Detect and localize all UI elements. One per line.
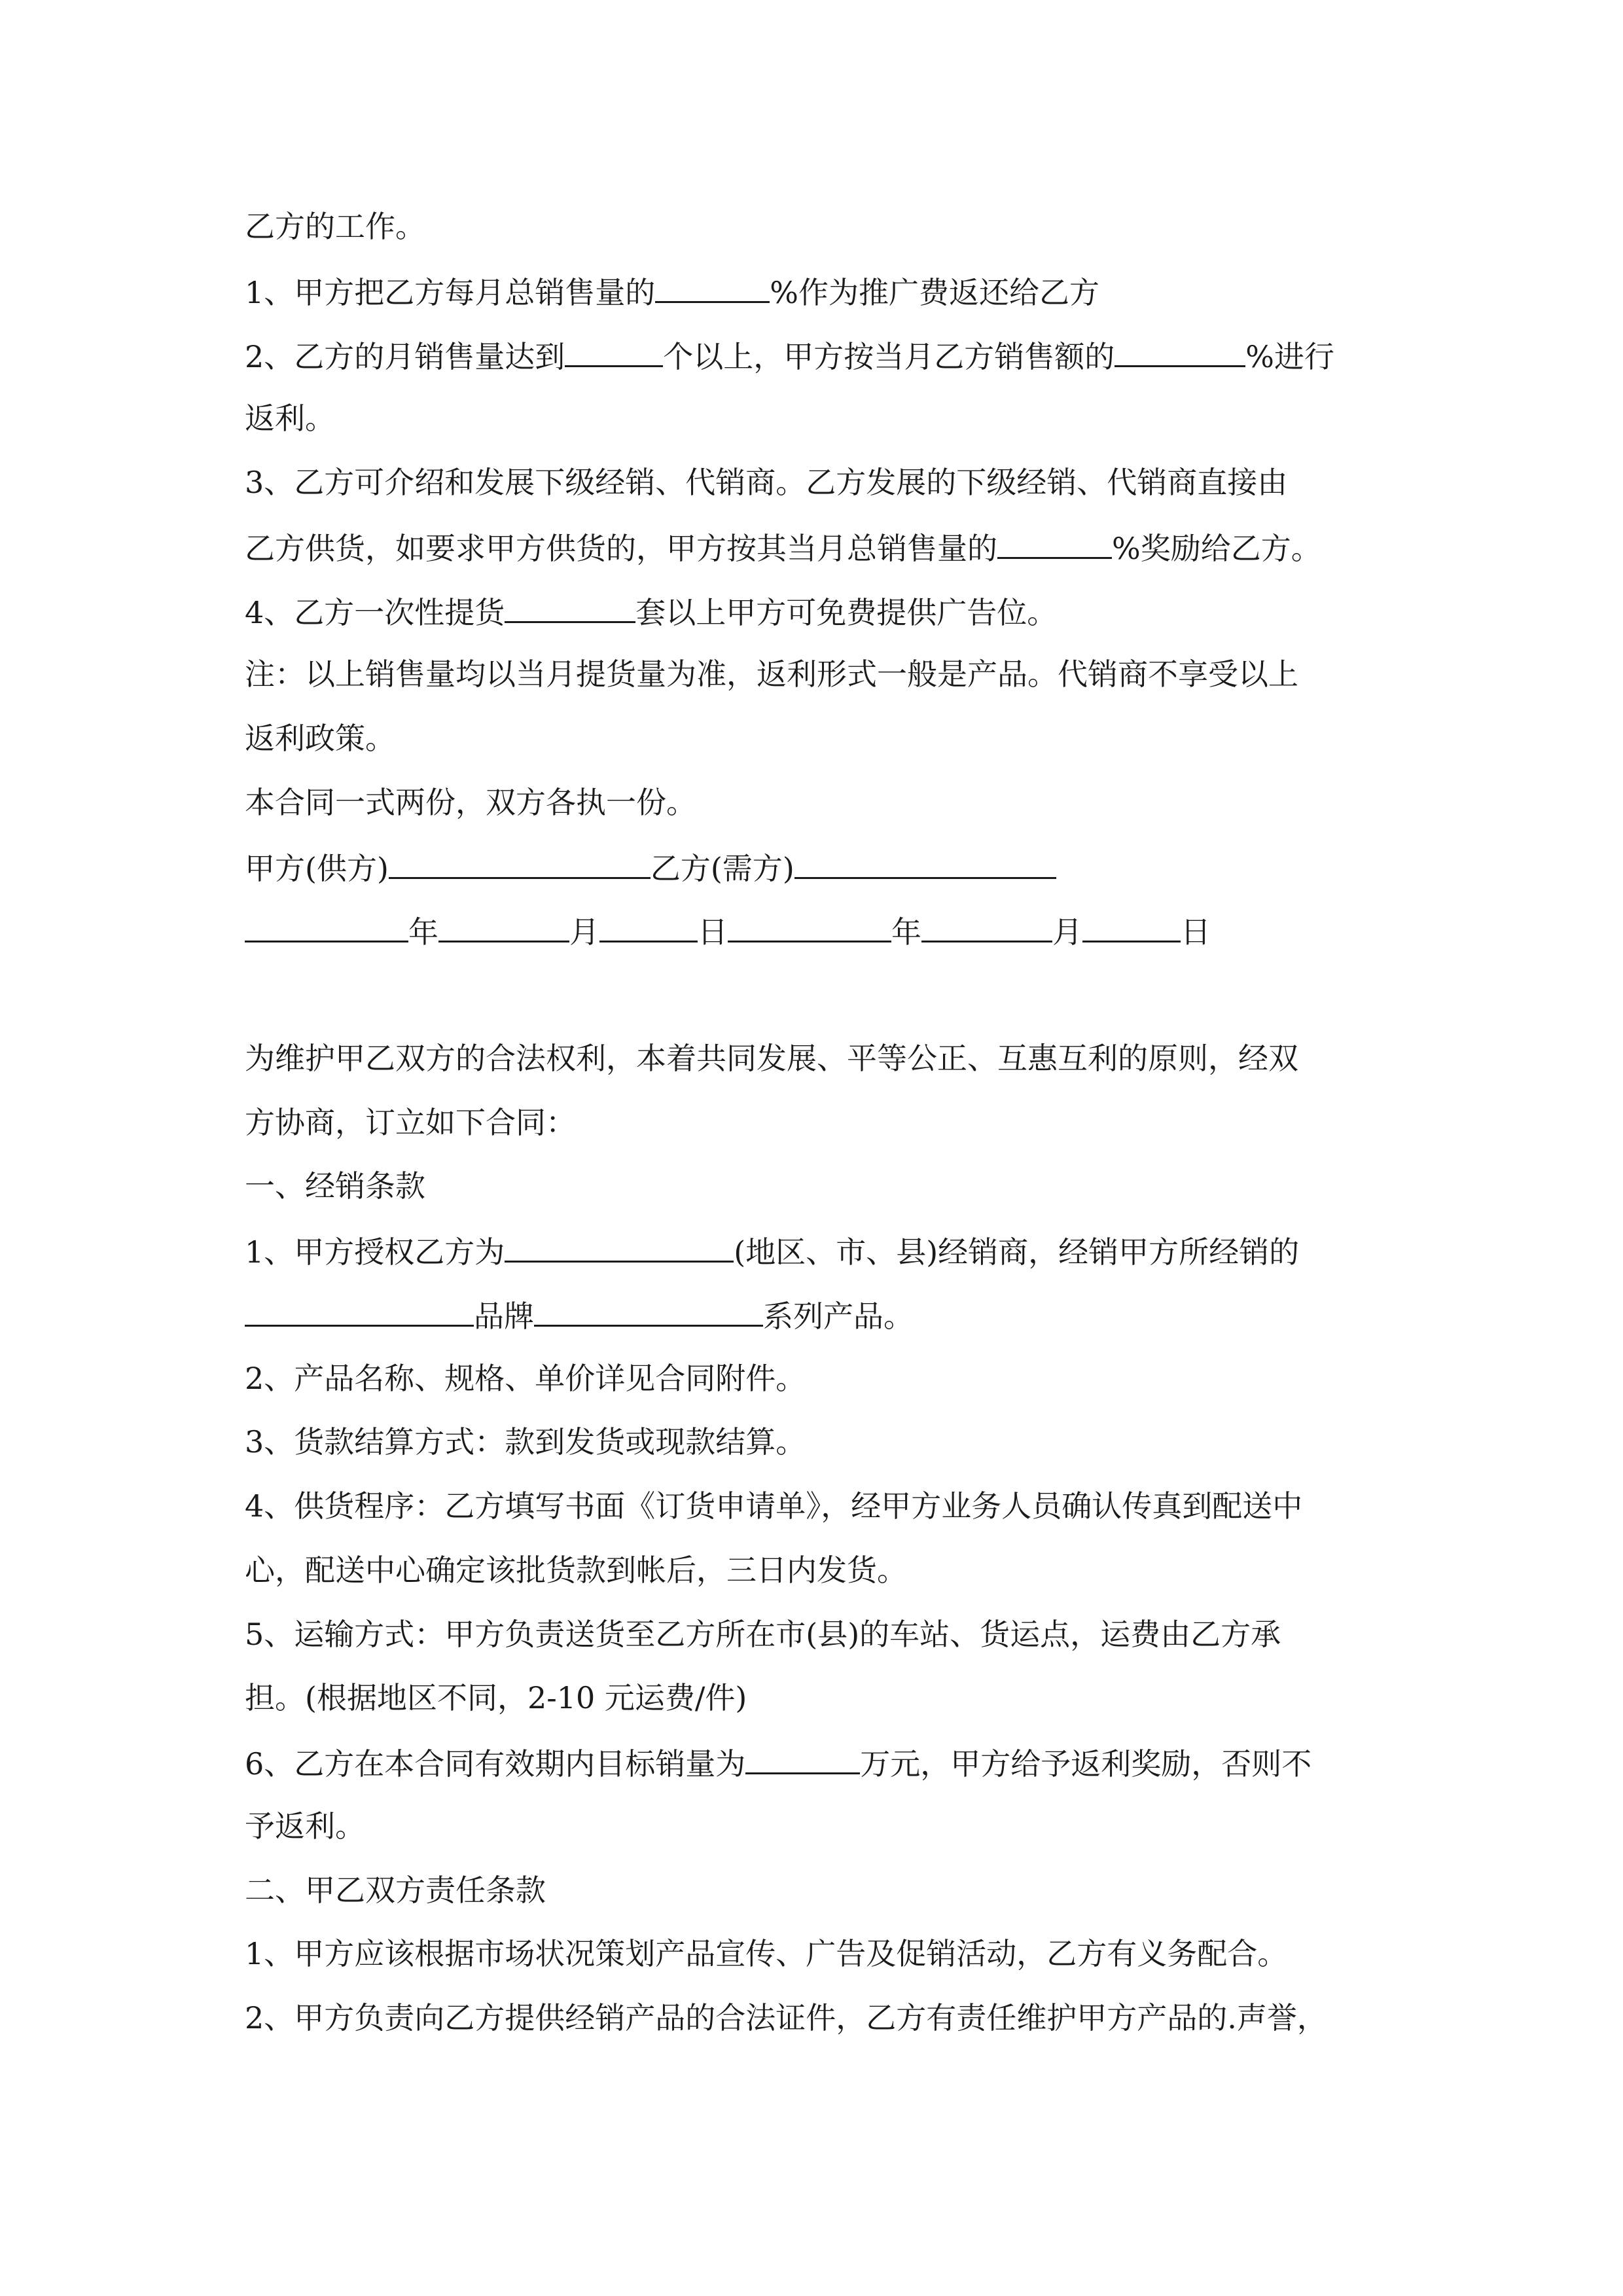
duty-2: 2、甲方负责向乙方提供经销产品的合法证件，乙方有责任维护甲方产品的.声誉， (245, 2000, 1327, 2036)
clause-5-cont: 担。(根据地区不同，2-10 元运费/件) (245, 1680, 747, 1715)
heading-distribution-terms: 一、经销条款 (245, 1168, 425, 1204)
intro-line: 乙方的工作。 (245, 209, 425, 244)
clause-1-cont: 品牌 系列产品。 (245, 1295, 914, 1336)
date-line: 年 月 日 年 月 日 (245, 910, 1211, 952)
clause-6-cont: 予返利。 (245, 1808, 365, 1844)
brand-blank[interactable] (245, 1295, 474, 1327)
duty-1: 1、甲方应该根据市场状况策划产品宣传、广告及促销活动，乙方有义务配合。 (245, 1936, 1288, 1971)
party-b-signature-blank[interactable] (794, 847, 1056, 879)
clause-4: 4、供货程序：乙方填写书面《订货申请单》，经甲方业务人员确认传真到配送中 (245, 1488, 1303, 1524)
percent-blank[interactable] (997, 527, 1112, 559)
rebate-item-2: 2、乙方的月销售量达到 个以上，甲方按当月乙方销售额的 %进行 (245, 335, 1334, 376)
preamble: 为维护甲乙双方的合法权利，本着共同发展、平等公正、互惠互利的原则，经双 (245, 1041, 1298, 1076)
percent-blank[interactable] (1115, 335, 1245, 367)
region-blank[interactable] (505, 1230, 734, 1263)
note-line-cont: 返利政策。 (245, 721, 395, 756)
clause-1: 1、甲方授权乙方为 (地区、市、县)经销商，经销甲方所经销的 (245, 1230, 1299, 1272)
signature-line: 甲方(供方) 乙方(需方) (245, 847, 1056, 888)
rebate-item-3-cont: 乙方供货，如要求甲方供货的，甲方按其当月总销售量的 %奖励给乙方。 (245, 527, 1321, 568)
day-blank[interactable] (599, 910, 698, 942)
month-blank[interactable] (438, 910, 569, 942)
rebate-item-3: 3、乙方可介绍和发展下级经销、代销商。乙方发展的下级经销、代销商直接由 (245, 465, 1288, 500)
year-blank[interactable] (245, 910, 408, 942)
preamble-cont: 方协商，订立如下合同： (245, 1105, 576, 1140)
percent-blank[interactable] (655, 271, 770, 303)
clause-6: 6、乙方在本合同有效期内目标销量为 万元，甲方给予返利奖励，否则不 (245, 1742, 1311, 1784)
day-blank[interactable] (1082, 910, 1181, 942)
note-line: 注：以上销售量均以当月提货量为准，返利形式一般是产品。代销商不享受以上 (245, 656, 1298, 692)
party-a-signature-blank[interactable] (389, 847, 651, 879)
copies-line: 本合同一式两份，双方各执一份。 (245, 785, 696, 820)
clause-5: 5、运输方式：甲方负责送货至乙方所在市(县)的车站、货运点，运费由乙方承 (245, 1617, 1281, 1652)
month-blank[interactable] (921, 910, 1052, 942)
heading-responsibilities: 二、甲乙双方责任条款 (245, 1873, 546, 1908)
clause-3: 3、货款结算方式：款到发货或现款结算。 (245, 1424, 806, 1460)
year-blank[interactable] (728, 910, 891, 942)
clause-2: 2、产品名称、规格、单价详见合同附件。 (245, 1361, 806, 1396)
target-sales-blank[interactable] (745, 1742, 860, 1774)
series-blank[interactable] (534, 1295, 763, 1327)
rebate-item-4: 4、乙方一次性提货 套以上甲方可免费提供广告位。 (245, 591, 1057, 632)
rebate-item-2-cont: 返利。 (245, 401, 335, 436)
set-count-blank[interactable] (505, 591, 635, 623)
rebate-item-1: 1、甲方把乙方每月总销售量的 %作为推广费返还给乙方 (245, 271, 1099, 312)
quantity-blank[interactable] (565, 335, 663, 367)
clause-4-cont: 心，配送中心确定该批货款到帐后，三日内发货。 (245, 1552, 907, 1588)
